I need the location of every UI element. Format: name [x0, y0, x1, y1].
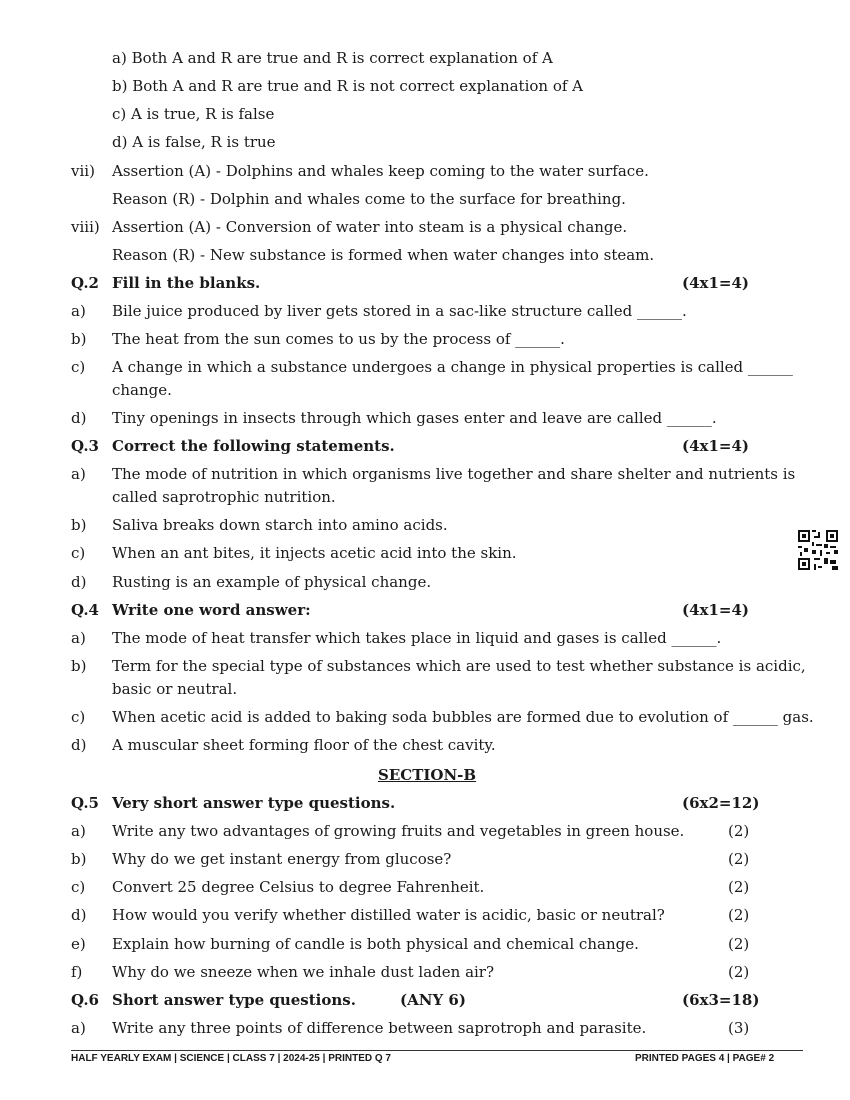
item-text: Write any three points of difference between saprotroph and parasite.	[112, 1019, 647, 1037]
item-text: Write any two advantages of growing fruits and vegetables in green house.	[112, 822, 685, 840]
item-text: Why do we get instant energy from glucose?	[112, 850, 452, 868]
item-text-continued: called saprotrophic nutrition.	[112, 488, 336, 506]
question-marks: (6x2=12)	[682, 794, 760, 812]
item-text: The mode of heat transfer which takes place in liquid and gases is called ______.	[112, 629, 722, 647]
item-label: d)	[71, 736, 87, 754]
question-marks: (4x1=4)	[682, 274, 750, 292]
item-marks: (2)	[728, 963, 750, 981]
qr-code-icon	[798, 530, 838, 570]
item-text: Convert 25 degree Celsius to degree Fahrenheit.	[112, 878, 485, 896]
question-title: Short answer type questions.	[112, 991, 356, 1009]
question-any: (ANY 6)	[400, 991, 466, 1009]
question-number: Q.6	[71, 991, 99, 1009]
item-label: c)	[71, 708, 86, 726]
item-label: d)	[71, 409, 87, 427]
item-label: f)	[71, 963, 83, 981]
question-title: Write one word answer:	[112, 601, 311, 619]
item-label: c)	[71, 878, 86, 896]
option-d: d) A is false, R is true	[112, 133, 276, 151]
reason: Reason (R) - Dolphin and whales come to the surface for breathing.	[112, 190, 626, 208]
item-label: a)	[71, 302, 86, 320]
item-marks: (2)	[728, 935, 750, 953]
question-number: Q.2	[71, 274, 99, 292]
item-text: When an ant bites, it injects acetic acid into the skin.	[112, 544, 517, 562]
footer-divider	[71, 1050, 803, 1051]
question-number: Q.3	[71, 437, 99, 455]
item-text: Saliva breaks down starch into amino acids.	[112, 516, 448, 534]
option-b: b) Both A and R are true and R is not correct explanation of A	[112, 77, 584, 95]
item-label: d)	[71, 906, 87, 924]
footer-right: PRINTED PAGES 4 | PAGE# 2	[635, 1053, 775, 1064]
question-number: viii)	[71, 218, 100, 236]
question-title: Correct the following statements.	[112, 437, 395, 455]
item-marks: (2)	[728, 878, 750, 896]
question-marks: (6x3=18)	[682, 991, 760, 1009]
item-label: a)	[71, 1019, 86, 1037]
item-marks: (2)	[728, 822, 750, 840]
question-marks: (4x1=4)	[682, 437, 750, 455]
item-text: Why do we sneeze when we inhale dust laden air?	[112, 963, 495, 981]
item-label: b)	[71, 657, 87, 675]
item-label: c)	[71, 544, 86, 562]
item-text: A change in which a substance undergoes a change in physical properties is called ______	[112, 358, 793, 376]
item-text: How would you verify whether distilled water is acidic, basic or neutral?	[112, 906, 665, 924]
question-marks: (4x1=4)	[682, 601, 750, 619]
question-title: Very short answer type questions.	[112, 794, 396, 812]
item-text-continued: basic or neutral.	[112, 680, 238, 698]
item-label: b)	[71, 850, 87, 868]
question-number: vii)	[71, 162, 95, 180]
item-label: a)	[71, 822, 86, 840]
item-label: a)	[71, 465, 86, 483]
section-heading: SECTION-B	[378, 766, 477, 784]
question-number: Q.4	[71, 601, 99, 619]
reason: Reason (R) - New substance is formed when water changes into steam.	[112, 246, 655, 264]
item-label: b)	[71, 516, 87, 534]
option-c: c) A is true, R is false	[112, 105, 275, 123]
option-a: a) Both A and R are true and R is correct explanation of A	[112, 49, 553, 67]
question-number: Q.5	[71, 794, 99, 812]
item-marks: (2)	[728, 850, 750, 868]
item-text: Tiny openings in insects through which gases enter and leave are called ______.	[112, 409, 717, 427]
item-marks: (3)	[728, 1019, 750, 1037]
item-text: Rusting is an example of physical change.	[112, 573, 432, 591]
item-label: d)	[71, 573, 87, 591]
item-marks: (2)	[728, 906, 750, 924]
item-label: e)	[71, 935, 86, 953]
item-text-continued: change.	[112, 381, 172, 399]
item-text: Explain how burning of candle is both physical and chemical change.	[112, 935, 639, 953]
item-text: The heat from the sun comes to us by the process of ______.	[112, 330, 565, 348]
item-label: b)	[71, 330, 87, 348]
item-text: The mode of nutrition in which organisms live together and share shelter and nutrients is	[112, 465, 796, 483]
assertion: Assertion (A) - Dolphins and whales keep coming to the water surface.	[112, 162, 649, 180]
item-label: c)	[71, 358, 86, 376]
footer-left: HALF YEARLY EXAM | SCIENCE | CLASS 7 | 2024-25 | PRINTED Q 7	[71, 1053, 391, 1064]
item-text: When acetic acid is added to baking soda bubbles are formed due to evolution of ______ gas.	[112, 708, 814, 726]
item-text: Bile juice produced by liver gets stored in a sac-like structure called ______.	[112, 302, 687, 320]
question-title: Fill in the blanks.	[112, 274, 261, 292]
assertion: Assertion (A) - Conversion of water into steam is a physical change.	[112, 218, 628, 236]
item-label: a)	[71, 629, 86, 647]
item-text: A muscular sheet forming floor of the chest cavity.	[112, 736, 496, 754]
item-text: Term for the special type of substances which are used to test whether substance is acidic,	[112, 657, 806, 675]
